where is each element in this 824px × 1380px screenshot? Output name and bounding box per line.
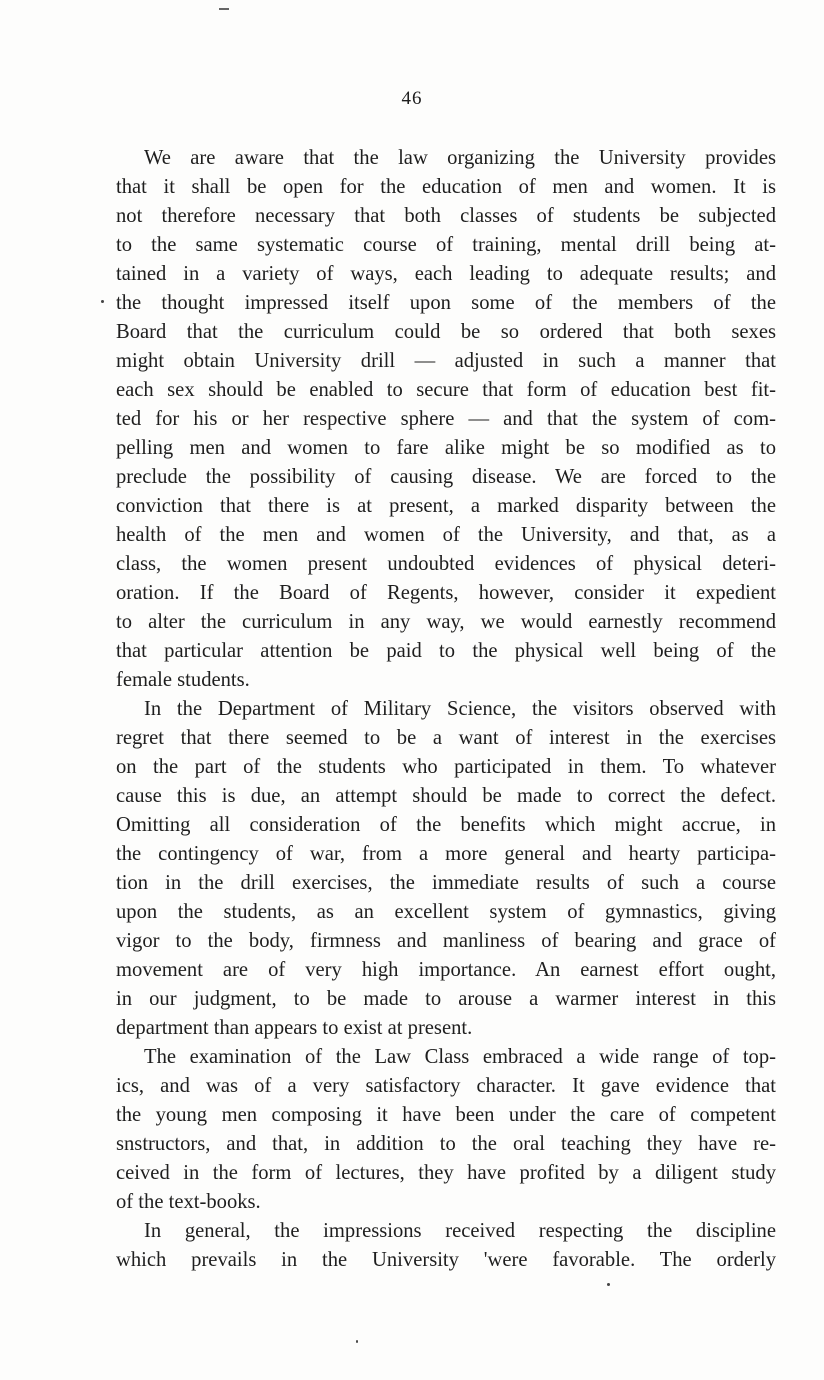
text-line: conviction that there is at present, a marked disparity between the	[116, 495, 776, 517]
text-line: the contingency of war, from a more general and hearty participa-	[116, 843, 776, 865]
text-line: oration. If the Board of Regents, however, consider it expedient	[116, 582, 776, 604]
text-line: department than appears to exist at present.	[116, 1017, 473, 1039]
page-number: 46	[401, 88, 423, 109]
text-line: which prevails in the University 'were favorable. The orderly	[116, 1249, 776, 1271]
text-line: In general, the impressions received respecting the discipline	[144, 1220, 776, 1242]
paragraph-discipline	[116, 1217, 776, 1275]
text-line: preclude the possibility of causing disease. We are forced to the	[116, 466, 776, 488]
text-line: each sex should be enabled to secure that form of education best fit-	[116, 379, 776, 401]
text-line: snstructors, and that, in addition to the oral teaching they have re-	[116, 1133, 776, 1155]
paragraph-military-science	[116, 695, 776, 1043]
text-line: not therefore necessary that both classes of students be subjected	[116, 205, 776, 227]
text-line: upon the students, as an excellent system of gymnastics, giving	[116, 901, 776, 923]
text-line: Omitting all consideration of the benefits which might accrue, in	[116, 814, 776, 836]
text-line: the young men composing it have been under the care of competent	[116, 1104, 776, 1126]
text-line: pelling men and women to fare alike might be so modified as to	[116, 437, 776, 459]
text-line: The examination of the Law Class embraced a wide range of top-	[144, 1046, 776, 1068]
text-line: that it shall be open for the education of men and women. It is	[116, 176, 776, 198]
text-line: to the same systematic course of training, mental drill being at-	[116, 234, 776, 256]
text-line: vigor to the body, firmness and manliness of bearing and grace of	[116, 930, 776, 952]
text-line: to alter the curriculum in any way, we would earnestly recommend	[116, 611, 776, 633]
text-line: ted for his or her respective sphere — and that the system of com-	[116, 408, 776, 430]
text-line: movement are of very high importance. An earnest effort ought,	[116, 959, 776, 981]
text-line: In the Department of Military Science, the visitors observed with	[144, 698, 776, 720]
paragraph-coeducation	[116, 144, 776, 695]
body-text	[116, 144, 776, 1275]
text-line: of the text-books.	[116, 1191, 261, 1213]
text-line: class, the women present undoubted evidences of physical deteri-	[116, 553, 776, 575]
text-line: the thought impressed itself upon some of the members of the	[116, 292, 776, 314]
paragraph-law-class	[116, 1043, 776, 1217]
text-line: tained in a variety of ways, each leading to adequate results; and	[116, 263, 776, 285]
scan-mark-top	[219, 8, 229, 10]
scan-speck	[101, 300, 104, 303]
text-line: tion in the drill exercises, the immediate results of such a course	[116, 872, 776, 894]
text-line: might obtain University drill — adjusted in such a manner that	[116, 350, 776, 372]
scan-speck	[356, 1340, 358, 1343]
text-line: ceived in the form of lectures, they have profited by a diligent study	[116, 1162, 776, 1184]
text-line: We are aware that the law organizing the University provides	[144, 147, 776, 169]
text-line: ics, and was of a very satisfactory character. It gave evidence that	[116, 1075, 776, 1097]
text-line: cause this is due, an attempt should be made to correct the defect.	[116, 785, 776, 807]
text-line: Board that the curriculum could be so ordered that both sexes	[116, 321, 776, 343]
text-line: on the part of the students who participated in them. To whatever	[116, 756, 776, 778]
scan-speck	[607, 1283, 610, 1286]
text-line: female students.	[116, 669, 250, 691]
text-line: that particular attention be paid to the physical well being of the	[116, 640, 776, 662]
text-line: health of the men and women of the University, and that, as a	[116, 524, 776, 546]
text-line: in our judgment, to be made to arouse a warmer interest in this	[116, 988, 776, 1010]
text-line: regret that there seemed to be a want of interest in the exercises	[116, 727, 776, 749]
